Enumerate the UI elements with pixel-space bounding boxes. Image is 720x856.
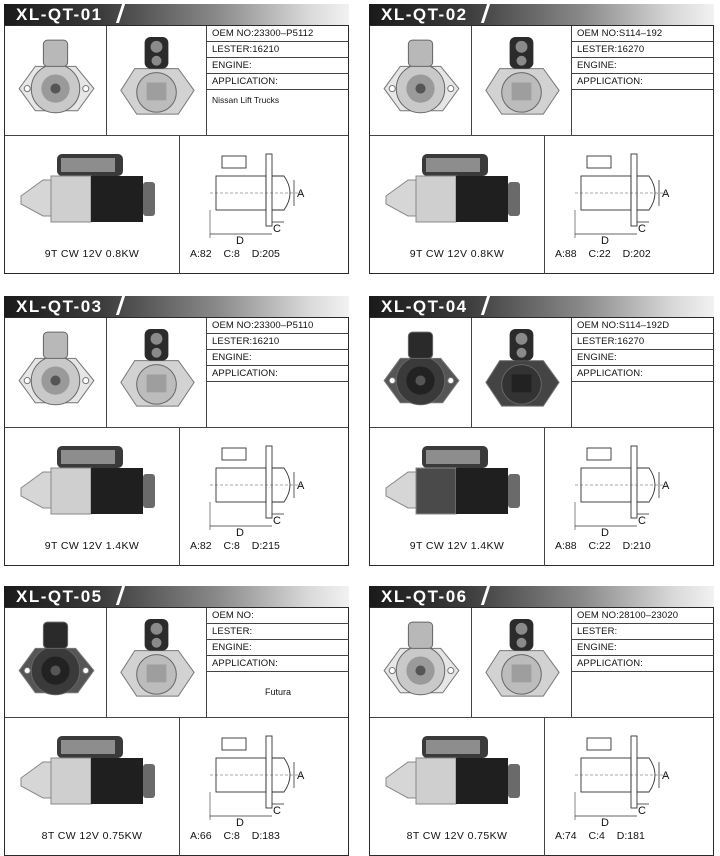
- engine-field: ENGINE:: [207, 640, 349, 656]
- application-value: Futura: [264, 687, 291, 697]
- spec-table: [571, 26, 713, 135]
- product-card: [4, 586, 349, 856]
- dim-a-value: A:82: [190, 540, 212, 552]
- spec-table: [571, 318, 713, 427]
- engine-field: ENGINE:: [207, 58, 349, 74]
- product-card: [4, 296, 349, 566]
- diagram-label-a: A: [662, 480, 670, 492]
- oem-number: OEM NO:: [207, 608, 349, 624]
- product-code: XL-QT-03: [16, 297, 103, 316]
- card-header: [369, 296, 714, 317]
- dimension-values: [190, 248, 289, 260]
- starter-front-photo: [5, 318, 106, 427]
- product-code: XL-QT-06: [381, 587, 468, 606]
- card-header: [4, 296, 349, 317]
- card-header: [369, 586, 714, 607]
- dimension-values: [555, 830, 654, 842]
- starter-side-photo: [5, 428, 179, 566]
- starter-rear-icon: [107, 318, 206, 427]
- starter-front-photo: [370, 318, 471, 427]
- starter-side-photo: [370, 136, 544, 274]
- dim-c-value: C:22: [588, 248, 611, 260]
- diagram-label-d: D: [601, 817, 609, 828]
- starter-rear-photo: [471, 26, 571, 135]
- starter-rear-photo: [471, 608, 571, 717]
- diagram-label-c: C: [273, 515, 281, 527]
- motor-spec: 8T CW 12V 0.75KW: [41, 830, 143, 842]
- starter-rear-photo: [471, 318, 571, 427]
- dimension-drawing: [206, 442, 318, 538]
- header-slash: [116, 296, 125, 315]
- lower-section: [370, 717, 713, 855]
- engine-field: ENGINE:: [572, 58, 714, 74]
- starter-front-photo: [5, 608, 106, 717]
- diagram-label-a: A: [662, 770, 670, 782]
- diagram-label-c: C: [638, 223, 646, 235]
- dimension-drawing: [571, 150, 683, 246]
- dim-c-value: C:8: [223, 540, 240, 552]
- card-body: [369, 607, 714, 856]
- product-code: XL-QT-04: [381, 297, 468, 316]
- dim-a-value: A:82: [190, 248, 212, 260]
- spec-table: [571, 608, 713, 717]
- lower-section: [5, 717, 348, 855]
- dim-c-value: C:8: [223, 248, 240, 260]
- application-field: APPLICATION:: [207, 74, 349, 90]
- header-slash: [481, 296, 490, 315]
- dimension-drawing: [571, 442, 683, 538]
- card-body: [4, 317, 349, 566]
- spec-table: [206, 318, 348, 427]
- diagram-label-a: A: [662, 188, 670, 200]
- starter-side-icon: [15, 442, 165, 522]
- application-value: Nissan Lift Trucks: [212, 95, 280, 105]
- lester-number: LESTER:16210: [207, 334, 349, 350]
- diagram-label-a: A: [297, 188, 305, 200]
- dimension-values: [190, 540, 289, 552]
- dim-d-value: D:205: [251, 248, 280, 260]
- engine-field: ENGINE:: [207, 350, 349, 366]
- diagram-label-d: D: [236, 527, 244, 538]
- starter-front-icon: [370, 608, 471, 717]
- card-header: [4, 586, 349, 607]
- card-body: [369, 25, 714, 274]
- starter-front-icon: [5, 608, 106, 717]
- dim-d-value: D:181: [616, 830, 645, 842]
- diagram-label-d: D: [236, 235, 244, 246]
- starter-rear-icon: [107, 608, 206, 717]
- starter-side-icon: [15, 150, 165, 230]
- starter-rear-icon: [472, 26, 571, 135]
- dim-a-value: A:66: [190, 830, 212, 842]
- motor-spec: 9T CW 12V 1.4KW: [409, 540, 505, 552]
- dimension-cell: [179, 136, 348, 274]
- starter-front-icon: [370, 26, 471, 135]
- dimension-cell: [544, 136, 713, 274]
- starter-side-icon: [380, 150, 530, 230]
- product-code: XL-QT-02: [381, 5, 468, 24]
- starter-rear-photo: [106, 26, 206, 135]
- oem-number: OEM NO:S114–192D: [572, 318, 714, 334]
- dim-d-value: D:210: [622, 540, 651, 552]
- product-card: [4, 4, 349, 274]
- starter-side-photo: [370, 428, 544, 566]
- starter-front-photo: [370, 608, 471, 717]
- starter-side-photo: [370, 718, 544, 856]
- engine-field: ENGINE:: [572, 350, 714, 366]
- lester-number: LESTER:16270: [572, 42, 714, 58]
- lester-number: LESTER:16210: [207, 42, 349, 58]
- product-card: [369, 586, 714, 856]
- starter-front-icon: [370, 318, 471, 427]
- starter-front-photo: [370, 26, 471, 135]
- diagram-label-c: C: [638, 515, 646, 527]
- dim-c-value: C:8: [223, 830, 240, 842]
- dimension-drawing: [571, 732, 683, 828]
- card-header: [369, 4, 714, 25]
- application-field: APPLICATION:: [572, 366, 714, 382]
- diagram-label-a: A: [297, 770, 305, 782]
- dimension-values: [190, 830, 289, 842]
- dim-c-value: C:22: [588, 540, 611, 552]
- diagram-label-c: C: [638, 805, 646, 817]
- header-slash: [116, 586, 125, 605]
- application-field: APPLICATION:: [207, 366, 349, 382]
- lower-section: [370, 427, 713, 565]
- product-code: XL-QT-05: [16, 587, 103, 606]
- lower-section: [370, 135, 713, 273]
- application-field: APPLICATION:: [207, 656, 349, 672]
- dim-d-value: D:183: [251, 830, 280, 842]
- dimension-values: [555, 540, 660, 552]
- dim-a-value: A:74: [555, 830, 577, 842]
- card-body: [369, 317, 714, 566]
- product-code: XL-QT-01: [16, 5, 103, 24]
- starter-rear-photo: [106, 318, 206, 427]
- dim-c-value: C:4: [588, 830, 605, 842]
- lester-number: LESTER:: [572, 624, 714, 640]
- dim-d-value: D:202: [622, 248, 651, 260]
- motor-spec: 9T CW 12V 0.8KW: [409, 248, 505, 260]
- starter-front-photo: [5, 26, 106, 135]
- motor-spec: 8T CW 12V 0.75KW: [406, 830, 508, 842]
- starter-front-icon: [5, 318, 106, 427]
- diagram-label-c: C: [273, 805, 281, 817]
- spec-table: [206, 608, 348, 717]
- starter-rear-icon: [472, 608, 571, 717]
- dimension-drawing: [206, 732, 318, 828]
- oem-number: OEM NO:S114–192: [572, 26, 714, 42]
- starter-side-photo: [5, 718, 179, 856]
- starter-side-icon: [380, 442, 530, 522]
- engine-field: ENGINE:: [572, 640, 714, 656]
- header-slash: [116, 4, 125, 23]
- starter-rear-icon: [472, 318, 571, 427]
- starter-side-icon: [15, 732, 165, 812]
- motor-spec: 9T CW 12V 1.4KW: [44, 540, 140, 552]
- dimension-drawing: [206, 150, 318, 246]
- lower-section: [5, 135, 348, 273]
- dim-a-value: A:88: [555, 248, 577, 260]
- application-field: APPLICATION:: [572, 656, 714, 672]
- header-slash: [481, 586, 490, 605]
- card-body: [4, 25, 349, 274]
- card-body: [4, 607, 349, 856]
- spec-table: [206, 26, 348, 135]
- oem-number: OEM NO:23300–P5110: [207, 318, 349, 334]
- dim-a-value: A:88: [555, 540, 577, 552]
- lester-number: LESTER:: [207, 624, 349, 640]
- dimension-cell: [544, 428, 713, 566]
- header-slash: [481, 4, 490, 23]
- diagram-label-a: A: [297, 480, 305, 492]
- starter-rear-photo: [106, 608, 206, 717]
- diagram-label-c: C: [273, 223, 281, 235]
- dimension-values: [555, 248, 660, 260]
- lower-section: [5, 427, 348, 565]
- dim-d-value: D:215: [251, 540, 280, 552]
- starter-side-icon: [380, 732, 530, 812]
- application-field: APPLICATION:: [572, 74, 714, 90]
- dimension-cell: [544, 718, 713, 856]
- dimension-cell: [179, 428, 348, 566]
- diagram-label-d: D: [236, 817, 244, 828]
- dimension-cell: [179, 718, 348, 856]
- lester-number: LESTER:16270: [572, 334, 714, 350]
- product-card: [369, 4, 714, 274]
- starter-side-photo: [5, 136, 179, 274]
- motor-spec: 9T CW 12V 0.8KW: [44, 248, 140, 260]
- starter-front-icon: [5, 26, 106, 135]
- oem-number: OEM NO:28100–23020: [572, 608, 714, 624]
- oem-number: OEM NO:23300–P5112: [207, 26, 349, 42]
- diagram-label-d: D: [601, 235, 609, 246]
- diagram-label-d: D: [601, 527, 609, 538]
- product-card: [369, 296, 714, 566]
- starter-rear-icon: [107, 26, 206, 135]
- card-header: [4, 4, 349, 25]
